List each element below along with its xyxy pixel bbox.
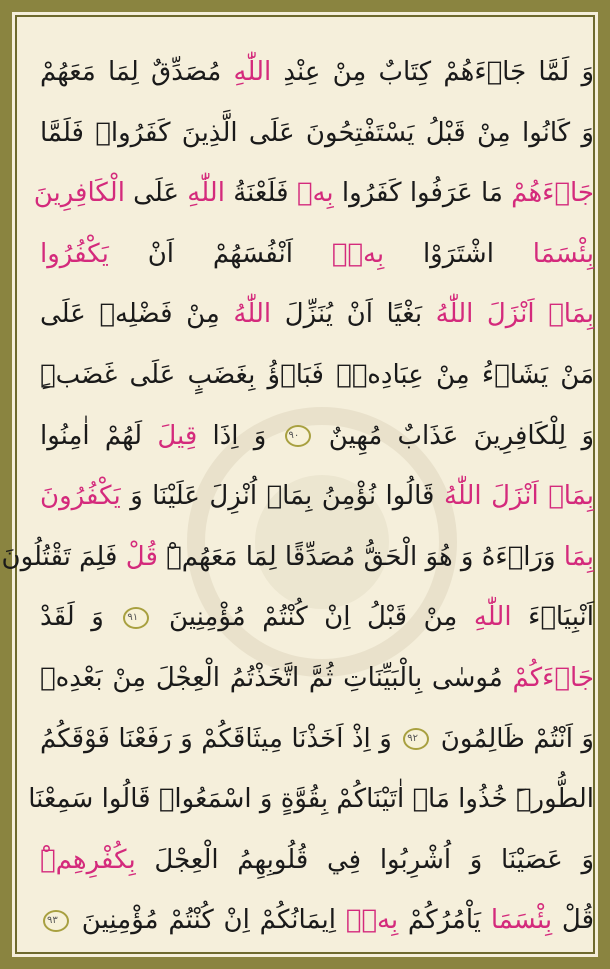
text-line [40,284,594,344]
highlighted-word: جَاۤءَكُمْ [512,663,594,693]
highlighted-word: بِهٖ [296,178,334,209]
verse-text: فَلَعْنَةُ [224,178,297,209]
verse-text: مُوسٰى بِالْبَيِّنَاتِ ثُمَّ اتَّخَذْتُمُ الْعِجْلَ مِنْ بَعْدِهٖ [40,663,513,693]
verse-text: وَ اِذَا [197,420,282,451]
verse-text: عَلَى [124,178,188,209]
highlighted-word: الْكَافِرِينَ [33,178,125,209]
verse-text: الطُّورَۜ خُذُوا مَاۤ اٰتَيْنَاكُمْ بِقُوَّةٍ وَ اسْمَعُواۜ قَالُوا سَمِعْنَا [28,784,594,815]
verse-number-marker: ٩٠ [285,425,311,447]
text-line [1,527,594,587]
verse-text: مُصَدِّقٌ لِمَا مَعَهُمْ [40,57,234,87]
verse-text: اَنْبِيَاۤءَ [511,602,594,633]
highlighted-word: قُلْ [125,541,158,572]
text-line [28,769,594,829]
highlighted-word: بِمَا [563,541,594,572]
verse-text: قَالُوا نُؤْمِنُ بِمَاۤ اُنْزِلَ عَلَيْنَا وَ [120,481,444,512]
highlighted-word: يَكْفُرُونَ [40,481,121,512]
verse-text: مِنْ قَبْلُ اِنْ كُنْتُمْ مُؤْمِنِينَ [152,602,474,633]
text-line [33,163,594,223]
highlighted-word: بِئْسَمَا [532,238,594,269]
text-line [40,709,594,769]
verse-text: مِنْ فَضْلِهٖ عَلَى [40,299,234,330]
highlighted-word: بِهٖۤ [331,238,385,269]
verse-text: لَهُمْ اٰمِنُوا [40,420,158,451]
highlighted-word: بِكُفْرِهِمْۜ [40,844,136,875]
text-line [40,466,594,526]
text-line [40,345,594,405]
verse-text: مَا عَرَفُوا كَفَرُوا [333,178,512,209]
verse-text: فَلِمَ تَقْتُلُونَ [1,541,126,572]
highlighted-word: بِمَاۤ اَنْزَلَ اللّٰهُ [443,481,594,512]
verse-text: وَ عَصَيْنَا وَ اُشْرِبُوا فِي قُلُوبِهِمُ الْعِجْلَ [135,844,594,875]
highlighted-word: جَاۤءَهُمْ [511,178,594,209]
verse-text: وَ كَانُوا مِنْ قَبْلُ يَسْتَفْتِحُونَ عَلَى الَّذِينَ كَفَرُواۚ فَلَمَّا [40,117,594,148]
verse-text: وَ اَنْتُمْ ظَالِمُونَ [432,723,594,754]
highlighted-word: يَكْفُرُوا [40,238,109,269]
text-line [40,890,594,950]
highlighted-word: اللّٰهِ [187,178,225,209]
highlighted-word: قِيلَ [157,420,198,451]
verse-text: قُلْ [552,905,594,936]
highlighted-word: بِهٖۤ [345,905,399,936]
text-line [40,587,594,647]
verse-text: وَ لَقَدْ [40,602,121,633]
verse-number-marker: ٩٢ [403,728,429,750]
highlighted-word: اللّٰهِ [233,57,272,87]
text-line [40,830,594,890]
verse-text: وَ اِذْ اَخَذْنَا مِيثَاقَكُمْ وَ رَفَعْنَا فَوْقَكُمُ [40,723,401,754]
highlighted-word: بِئْسَمَا [490,905,553,936]
verse-text: اِيمَانُكُمْ اِنْ كُنْتُمْ مُؤْمِنِينَ [72,905,346,936]
text-line [40,42,594,102]
verse-text: وَ لِلْكَافِرِينَ عَذَابٌ مُهِينٌ [313,420,595,451]
text-line [40,648,594,708]
verse-number-marker: ٩١ [123,607,149,629]
text-line [40,406,594,466]
text-line [40,103,594,163]
text-line [40,224,594,284]
highlighted-word: اللّٰهِ [473,602,512,633]
verse-text: مَنْ يَشَاۤءُ مِنْ عِبَادِهٖۚ فَبَاۤؤُ بِغَضَبٍ عَلَى غَضَبٍۜ [40,360,594,390]
verse-text: بَغْيًا اَنْ يُنَزِّلَ [271,299,436,330]
quran-text-area [1,42,595,952]
verse-number-marker: ٩٣ [43,910,69,932]
verse-text: يَاْمُرُكُمْ [398,905,491,936]
verse-text: وَرَاۤءَهُ وَ هُوَ الْحَقُّ مُصَدِّقًا لِمَا مَعَهُمْۜ [157,541,564,572]
highlighted-word: بِمَاۤ اَنْزَلَ اللّٰهُ [435,299,594,330]
verse-text: وَ لَمَّا جَاۤءَهُمْ كِتَابٌ مِنْ عِنْدِ [271,57,594,87]
highlighted-word: اللّٰهُ [233,299,272,330]
verse-text: اَنْفُسَهُمْ اَنْ [108,238,332,269]
verse-text: اشْتَرَوْا [384,238,533,269]
